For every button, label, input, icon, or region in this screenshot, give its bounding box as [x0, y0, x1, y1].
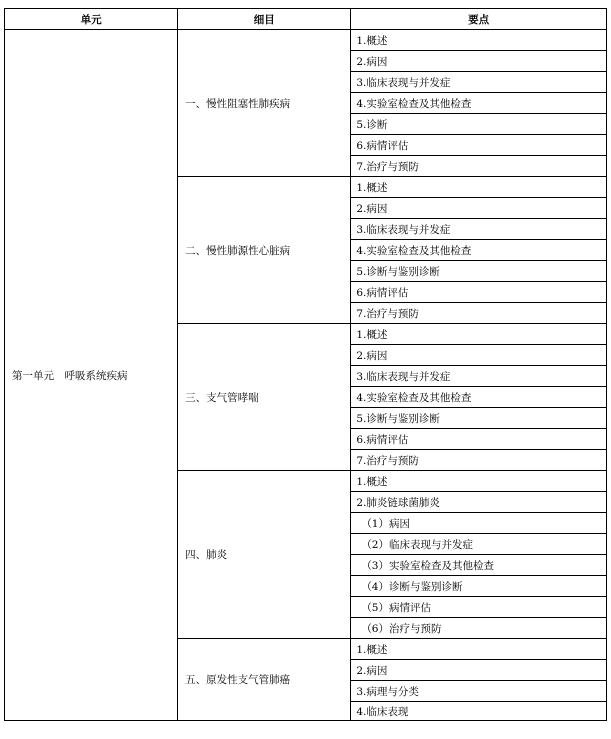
- point-cell: 4.临床表现: [351, 702, 607, 721]
- point-cell: 2.病因: [351, 660, 607, 681]
- detail-cell: 二、慢性肺源性心脏病: [178, 177, 351, 324]
- detail-cell: 四、肺炎: [178, 471, 351, 639]
- unit-cell: 第一单元 呼吸系统疾病: [5, 30, 178, 721]
- header-row: [5, 9, 607, 30]
- point-cell: 2.病因: [351, 345, 607, 366]
- point-cell: （4）诊断与鉴别诊断: [351, 576, 607, 597]
- header-point: 要点: [351, 9, 607, 30]
- header-detail: 细目: [178, 9, 351, 30]
- point-cell: 3.临床表现与并发症: [351, 219, 607, 240]
- header-unit: 单元: [5, 9, 178, 30]
- table-row: [5, 30, 607, 51]
- point-cell: （5）病情评估: [351, 597, 607, 618]
- point-cell: 4.实验室检查及其他检查: [351, 240, 607, 261]
- point-cell: 5.诊断与鉴别诊断: [351, 408, 607, 429]
- point-cell: （2）临床表现与并发症: [351, 534, 607, 555]
- point-cell: 3.临床表现与并发症: [351, 366, 607, 387]
- point-cell: （6）治疗与预防: [351, 618, 607, 639]
- point-cell: 6.病情评估: [351, 135, 607, 156]
- detail-cell: 三、支气管哮喘: [178, 324, 351, 471]
- point-cell: 4.实验室检查及其他检查: [351, 387, 607, 408]
- detail-cell: 五、原发性支气管肺癌: [178, 639, 351, 721]
- syllabus-table: [4, 8, 607, 721]
- point-cell: 2.病因: [351, 51, 607, 72]
- point-cell: 1.概述: [351, 324, 607, 345]
- point-cell: 5.诊断与鉴别诊断: [351, 261, 607, 282]
- table-body: [5, 30, 607, 721]
- point-cell: 6.病情评估: [351, 282, 607, 303]
- point-cell: 1.概述: [351, 471, 607, 492]
- point-cell: 2.病因: [351, 198, 607, 219]
- detail-cell: 一、慢性阻塞性肺疾病: [178, 30, 351, 177]
- point-cell: （1）病因: [351, 513, 607, 534]
- point-cell: 7.治疗与预防: [351, 303, 607, 324]
- point-cell: （3）实验室检查及其他检查: [351, 555, 607, 576]
- point-cell: 6.病情评估: [351, 429, 607, 450]
- point-cell: 2.肺炎链球菌肺炎: [351, 492, 607, 513]
- point-cell: 3.临床表现与并发症: [351, 72, 607, 93]
- point-cell: 7.治疗与预防: [351, 450, 607, 471]
- point-cell: 4.实验室检查及其他检查: [351, 93, 607, 114]
- point-cell: 1.概述: [351, 177, 607, 198]
- point-cell: 1.概述: [351, 30, 607, 51]
- point-cell: 7.治疗与预防: [351, 156, 607, 177]
- point-cell: 1.概述: [351, 639, 607, 660]
- point-cell: 5.诊断: [351, 114, 607, 135]
- point-cell: 3.病理与分类: [351, 681, 607, 702]
